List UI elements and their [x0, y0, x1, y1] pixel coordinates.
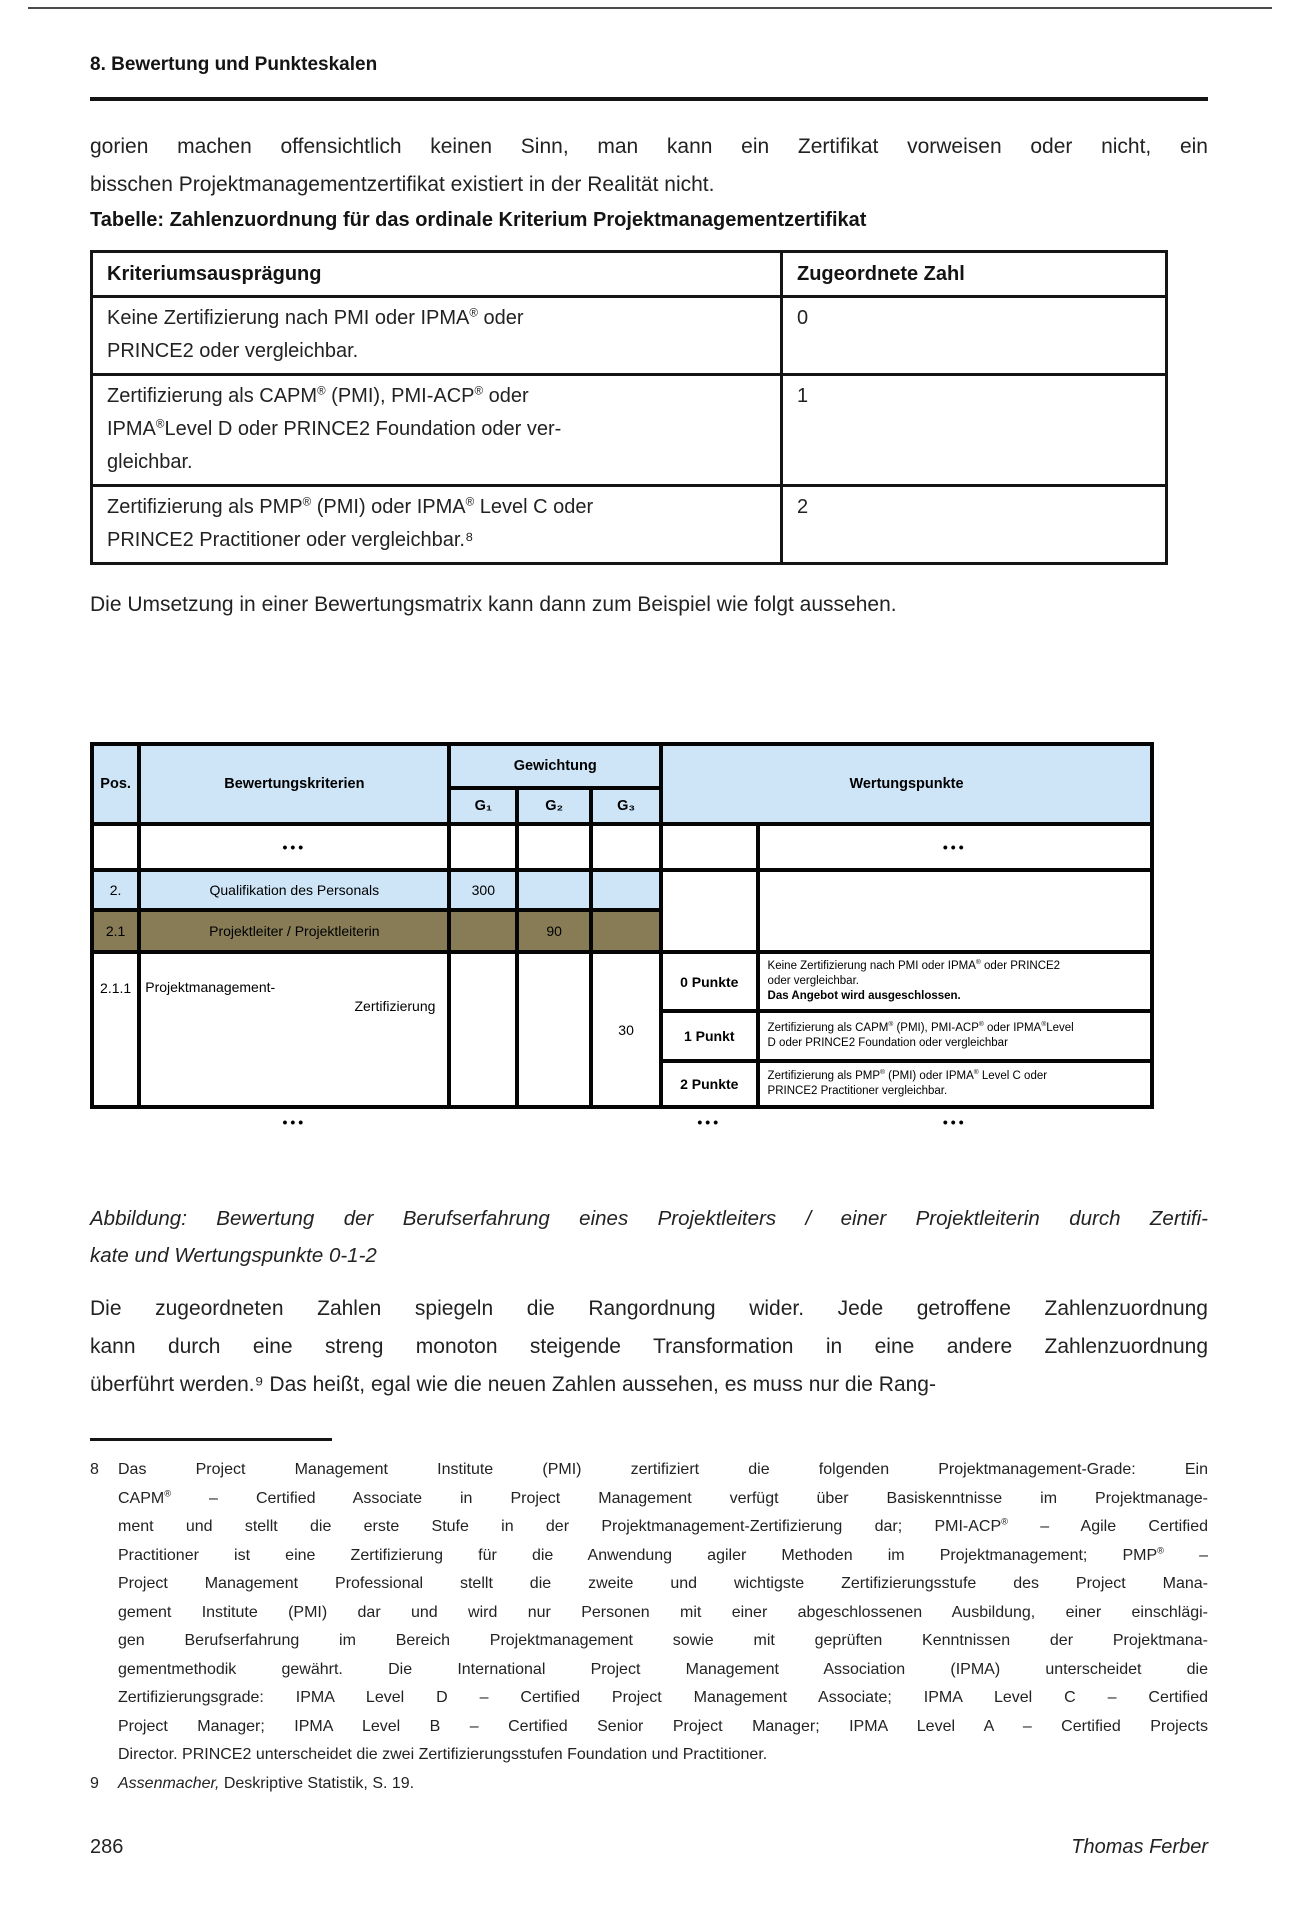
points-description [758, 952, 1152, 1011]
footnote-text: Das Project Management Institute (PMI) zertifiziert die folgenden Projektmanagement-Grade: Ein CAPM® – Certified Associate in Project Management verfügt über Basiskenntnisse im Projektmanage- ment und stellt die erste Stufe in der Projektmanagement-Zertifizierung dar; PMI-ACP® – Agile Certified Practitioner ist eine Zertifizierung für die Anwendung agiler Methoden im Projektmanagement; PMP® – Project Management Professional stellt die zweite und wichtigste Zertifizierungsstufe des Project Mana- gement Institute (PMI) dar und wird nur Personen mit einer abgeschlossenen Ausbildung, einer einschlägi- gen Berufserfahrung im Bereich Projektmanagement sowie mit geprüften Kenntnissen der Projektmana- gementmethodik gewährt. Die International Project Management Association (IPMA) unterscheidet die Zertifizierungsgrade: IPMA Level D – Certified Project Management Associate; IPMA Level C – Certified Project Manager; IPMA Level B – Certified Senior Project Manager; IPMA Level A – Certified Projects Director. PRINCE2 unterscheidet die zwei Zertifizierungsstufen Foundation und Practitioner. [118, 1461, 1209, 1763]
header-bewertungskriterien: Bewertungskriterien [139, 744, 449, 824]
criterion-cell: Zertifizierung als CAPM® (PMI), PMI-ACP® oder IPMA®Level D oder PRINCE2 Foundation oder ver- gleichbar. [92, 375, 782, 486]
footnote-source-author: Assenmacher, [118, 1774, 220, 1792]
table-row [92, 297, 1167, 375]
zahlen-table [90, 250, 1168, 565]
criteria-cell: Qualifikation des Personals [139, 870, 449, 910]
empty-cell [449, 1107, 517, 1135]
scan-edge-artifact [28, 7, 1272, 9]
empty-cell [449, 824, 517, 870]
empty-cell [517, 870, 591, 910]
footnote-8 [90, 1456, 1208, 1770]
g1-value: 300 [449, 870, 517, 910]
points-description-text: Keine Zertifizierung nach PMI oder IPMA® oder PRINCE2 oder vergleichbar. [767, 959, 1061, 987]
footnote-9 [90, 1770, 1208, 1799]
header-g3: G₃ [591, 788, 661, 824]
points-label: 0 Punkte [661, 952, 758, 1011]
zahlen-table-header-row [92, 252, 1167, 297]
intro-paragraph: gorien machen offensichtlich keinen Sinn, man kann ein Zertifikat vorweisen oder nicht, ein bisschen Projektmanagementzertifikat existiert in der Realität nicht. [90, 135, 1208, 196]
header-rule [90, 97, 1208, 101]
criteria-cell: Projektleiter / Projektleiterin [139, 910, 449, 952]
footnote-rule [90, 1438, 332, 1441]
points-label: 2 Punkte [661, 1061, 758, 1107]
header-g1: G₁ [449, 788, 517, 824]
footnote-number: 9 [90, 1774, 99, 1792]
table-caption: Tabelle: Zahlenzuordnung für das ordinale Kriterium Projektmanagementzertifikat [90, 209, 867, 231]
pos-cell: 2.1 [92, 910, 139, 952]
column-header-zahl: Zugeordnete Zahl [782, 252, 1167, 297]
table-row [92, 375, 1167, 486]
ellipsis: ••• [139, 824, 449, 870]
matrix-ellipsis-row [92, 824, 1152, 870]
g2-value: 90 [517, 910, 591, 952]
points-description: Zertifizierung als PMP® (PMI) oder IPMA® Level C oder PRINCE2 Practitioner vergleichbar. [758, 1061, 1152, 1107]
table-row [92, 486, 1167, 564]
empty-cell [449, 952, 517, 1107]
pos-cell: 2. [92, 870, 139, 910]
points-description-bold: Das Angebot wird ausgeschlossen. [767, 990, 961, 1002]
after-figure-paragraph: Die zugeordneten Zahlen spiegeln die Rangordnung wider. Jede getroffene Zahlenzuordnung kann durch eine streng monoton steigende Transformation in eine andere Zahlenzuordnung überführt werden.⁹ Das heißt, egal wie die neuen Zahlen aussehen, es muss nur die Rang- [90, 1297, 1208, 1396]
footnote-number: 8 [90, 1461, 99, 1478]
matrix-intro-text: Die Umsetzung in einer Bewertungsmatrix kann dann zum Beispiel wie folgt aussehen. [90, 593, 897, 616]
pos-cell: 2.1.1 [92, 952, 139, 1107]
bewertungsmatrix-figure [90, 742, 1154, 1135]
empty-cell [591, 824, 661, 870]
chapter-title: 8. Bewertung und Punkteskalen [90, 54, 378, 75]
points-description: Zertifizierung als CAPM® (PMI), PMI-ACP® oder IPMA®Level D oder PRINCE2 Foundation oder vergleichbar [758, 1011, 1152, 1061]
empty-cell [517, 952, 591, 1107]
value-cell: 0 [782, 297, 1167, 375]
ellipsis: ••• [661, 1107, 758, 1135]
criterion-cell: Keine Zertifizierung nach PMI oder IPMA® oder PRINCE2 oder vergleichbar. [92, 297, 782, 375]
header-pos: Pos. [92, 744, 139, 824]
author-name: Thomas Ferber [1071, 1836, 1208, 1858]
criteria-cell: Projektmanagement- Zertifizierung [139, 952, 449, 1107]
ellipsis: ••• [758, 824, 1152, 870]
footnote-source-rest: Deskriptive Statistik, S. 19. [219, 1774, 415, 1792]
ellipsis: ••• [139, 1107, 449, 1135]
empty-cell [449, 910, 517, 952]
matrix-below-ellipsis-row [92, 1107, 1152, 1135]
empty-cell [758, 870, 1152, 952]
g3-value: 30 [591, 952, 661, 1107]
header-g2: G₂ [517, 788, 591, 824]
empty-cell [517, 1107, 591, 1135]
value-cell: 2 [782, 486, 1167, 564]
empty-cell [591, 910, 661, 952]
header-wertungspunkte: Wertungspunkte [661, 744, 1152, 824]
empty-cell [661, 870, 758, 952]
empty-cell [92, 1107, 139, 1135]
column-header-kriterium: Kriteriumsausprägung [92, 252, 782, 297]
footnotes-block [90, 1456, 1208, 1798]
header-gewichtung: Gewichtung [449, 744, 661, 788]
criterion-cell: Zertifizierung als PMP® (PMI) oder IPMA® Level C oder PRINCE2 Practitioner oder vergleichbar.⁸ [92, 486, 782, 564]
empty-cell [591, 1107, 661, 1135]
page-number: 286 [90, 1836, 124, 1858]
matrix-header-row [92, 744, 1152, 788]
empty-cell [92, 824, 139, 870]
empty-cell [517, 824, 591, 870]
ellipsis: ••• [758, 1107, 1152, 1135]
matrix-row-2 [92, 870, 1152, 910]
empty-cell [591, 870, 661, 910]
empty-cell [661, 824, 758, 870]
figure-caption: Abbildung: Bewertung der Berufserfahrung eines Projektleiters / einer Projektleiterin durch Zertifi- kate und Wertungspunkte 0-1-2 [90, 1207, 1208, 1267]
points-label: 1 Punkt [661, 1011, 758, 1061]
value-cell: 1 [782, 375, 1167, 486]
matrix-row-2-1-1 [92, 952, 1152, 1011]
